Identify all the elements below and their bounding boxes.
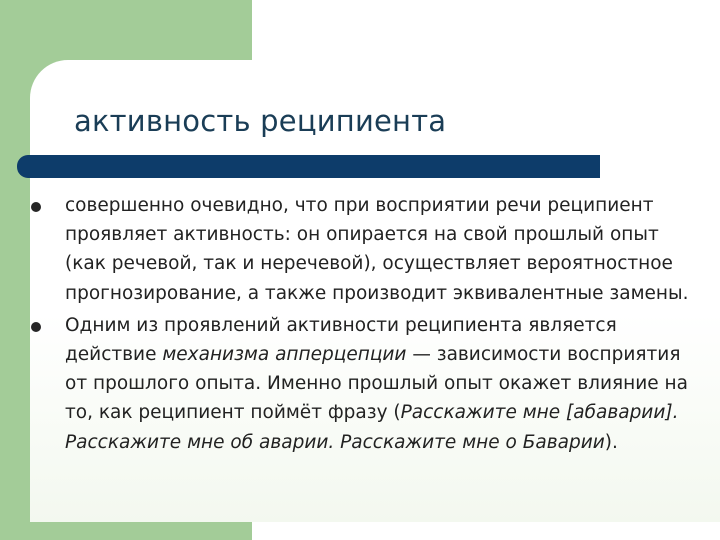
bullet-text xyxy=(65,195,689,304)
bullet-dot-icon xyxy=(31,202,41,212)
slide-title: активность реципиента xyxy=(74,104,447,138)
bullet-text-part: совершенно очевидно, что при восприятии речи реципиент проявляет активность: он опирается на свой прошлый опыт (как речевой, так и неречевой), осуществляет вероятностное прогнозирование, а также производит эквивалентные замены. xyxy=(65,195,689,304)
bullet-text-italic-examples: Расскажите мне [абаварии]. Расскажите мне об аварии. Расскажите мне о Баварии xyxy=(65,402,679,453)
bullet-text-italic-term: механизма апперцепции xyxy=(162,344,407,366)
bullet-text-part: ). xyxy=(604,431,618,453)
bullet-item-perception-activity xyxy=(30,191,700,308)
bullet-dot-icon xyxy=(31,322,41,332)
bullet-text-part: Одним из проявлений активности реципиента является действие xyxy=(65,314,617,366)
bullet-item-apperception xyxy=(30,311,700,457)
title-underline-bar xyxy=(17,155,600,178)
bullet-text-part: — зависимости восприятия от прошлого опыта. Именно прошлый опыт окажет влияние на то, как реципиент поймёт фразу ( xyxy=(65,344,688,424)
bullet-list xyxy=(30,191,700,460)
decorative-green-strip xyxy=(0,0,30,540)
bullet-text xyxy=(65,315,688,453)
